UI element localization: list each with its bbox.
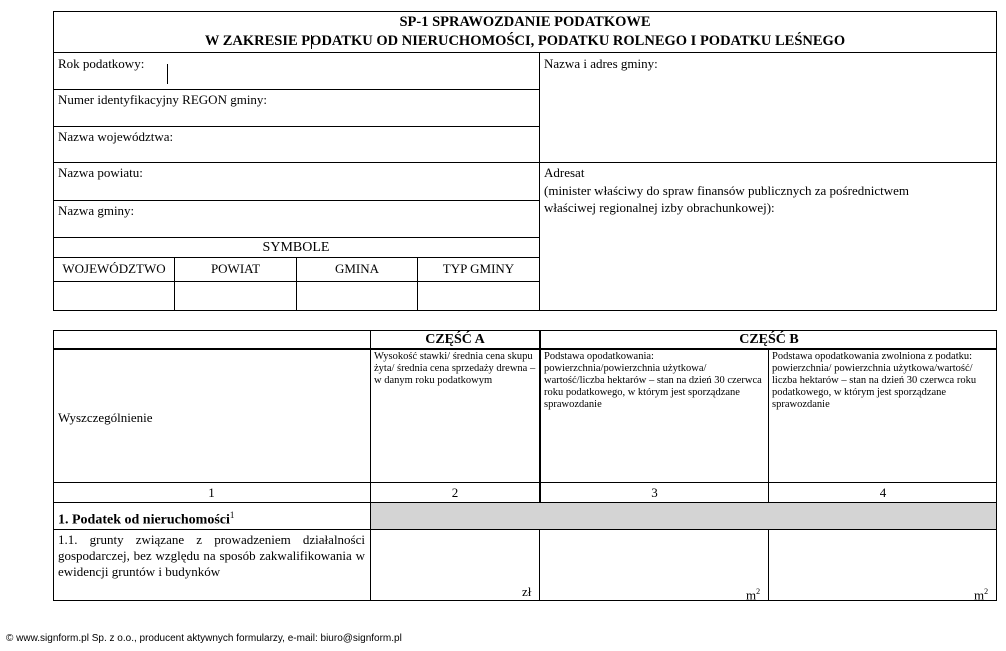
divider xyxy=(53,162,539,163)
divider xyxy=(539,529,540,601)
powiat-label: Nazwa powiatu: xyxy=(58,165,143,180)
rok-podatkowy-input-cursor[interactable] xyxy=(167,64,168,84)
section1-footnote: 1 xyxy=(229,510,235,520)
section1-title-text: 1. Podatek od nieruchomości xyxy=(58,512,230,528)
row-1-1-input-podstawa[interactable] xyxy=(541,530,768,603)
regon-label: Numer identyfikacyjny REGON gminy: xyxy=(58,92,268,107)
row-1-1-input-zwolniona[interactable] xyxy=(769,530,996,603)
symbole-title: SYMBOLE xyxy=(262,240,330,255)
symbol-col-powiat: POWIAT xyxy=(210,261,261,276)
adresat-note-2: właściwej regionalnej izby obrachunkowej): xyxy=(544,200,775,215)
wojewodztwo-label: Nazwa województwa: xyxy=(58,129,174,144)
gmina-label: Nazwa gminy: xyxy=(58,203,135,218)
czesc-b-header: CZĘŚĆ B xyxy=(739,332,799,347)
divider xyxy=(53,126,539,127)
unit-m-text: m xyxy=(974,587,985,603)
symbol-input-gmina[interactable] xyxy=(297,282,417,310)
divider xyxy=(53,89,539,90)
symbol-input-wojewodztwo[interactable] xyxy=(54,282,174,310)
adresat-note-1: (minister właściwy do spraw finansów publicznych za pośrednictwem xyxy=(544,183,909,198)
unit-m2-col3 xyxy=(746,584,760,602)
col-number-1: 1 xyxy=(208,485,215,500)
unit-sup: 2 xyxy=(984,587,989,596)
row-1-1-input-stawka[interactable] xyxy=(371,530,539,600)
unit-m2-col4 xyxy=(974,584,988,602)
divider xyxy=(53,200,539,201)
rok-podatkowy-label: Rok podatkowy: xyxy=(58,56,145,71)
row-1-1-label: 1.1. grunty związane z prowadzeniem działalności gospodarczej, bez względu na sposób zakwalifikowania w ewidencji gruntów i budynków xyxy=(58,532,365,579)
nazwa-adres-label: Nazwa i adres gminy: xyxy=(544,56,658,71)
unit-zl: zł xyxy=(522,584,532,599)
footer-copyright: © www.signform.pl Sp. z o.o., producent aktywnych formularzy, e-mail: biuro@signform.pl xyxy=(6,633,402,644)
col-number-3: 3 xyxy=(651,485,658,500)
unit-sup: 2 xyxy=(756,587,761,596)
text-cursor xyxy=(311,35,312,49)
section1-title xyxy=(58,508,234,528)
col4-description: Podstawa opodatkowania zwolniona z podatku: powierzchnia/ powierzchnia użytkowa/wartość/ liczba hektarów – stan na dzień 30 czerwca roku podatkowego, w którym jest sporządzane sprawozdanie xyxy=(772,351,977,410)
divider xyxy=(53,52,997,53)
col2-description: Wysokość stawki/ średnia cena skupu żyta/ średnia cena sprzedaży drewna – w danym roku podatkowym xyxy=(374,351,536,386)
symbol-col-gmina: GMINA xyxy=(334,261,380,276)
form-title-line2: W ZAKRESIE PODATKU OD NIERUCHOMOŚCI, PODATKU ROLNEGO I PODATKU LEŚNEGO xyxy=(204,33,846,49)
col-number-4: 4 xyxy=(879,485,887,500)
adresat-label: Adresat xyxy=(544,165,585,180)
col-number-2: 2 xyxy=(451,485,459,500)
section1-shaded-cell xyxy=(371,503,996,529)
divider xyxy=(53,348,997,350)
divider xyxy=(53,237,539,238)
symbol-col-typ-gminy: TYP GMINY xyxy=(442,261,515,276)
wyszczegolnienie-header: Wyszczególnienie xyxy=(58,410,153,425)
czesc-a-header: CZĘŚĆ A xyxy=(425,332,485,347)
divider xyxy=(539,52,540,311)
divider xyxy=(53,482,997,483)
symbol-input-powiat[interactable] xyxy=(175,282,296,310)
form-title-line1: SP-1 SPRAWOZDANIE PODATKOWE xyxy=(399,14,651,30)
col3-description: Podstawa opodatkowania: powierzchnia/powierzchnia użytkowa/ wartość/liczba hektarów – stan na dzień 30 czerwca roku podatkowego, w którym jest sporządzane sprawozdanie xyxy=(544,351,762,410)
divider xyxy=(539,162,997,163)
symbol-col-wojewodztwo: WOJEWÓDZTWO xyxy=(62,261,166,276)
unit-m-text: m xyxy=(746,587,757,603)
symbol-input-typ-gminy[interactable] xyxy=(418,282,539,310)
